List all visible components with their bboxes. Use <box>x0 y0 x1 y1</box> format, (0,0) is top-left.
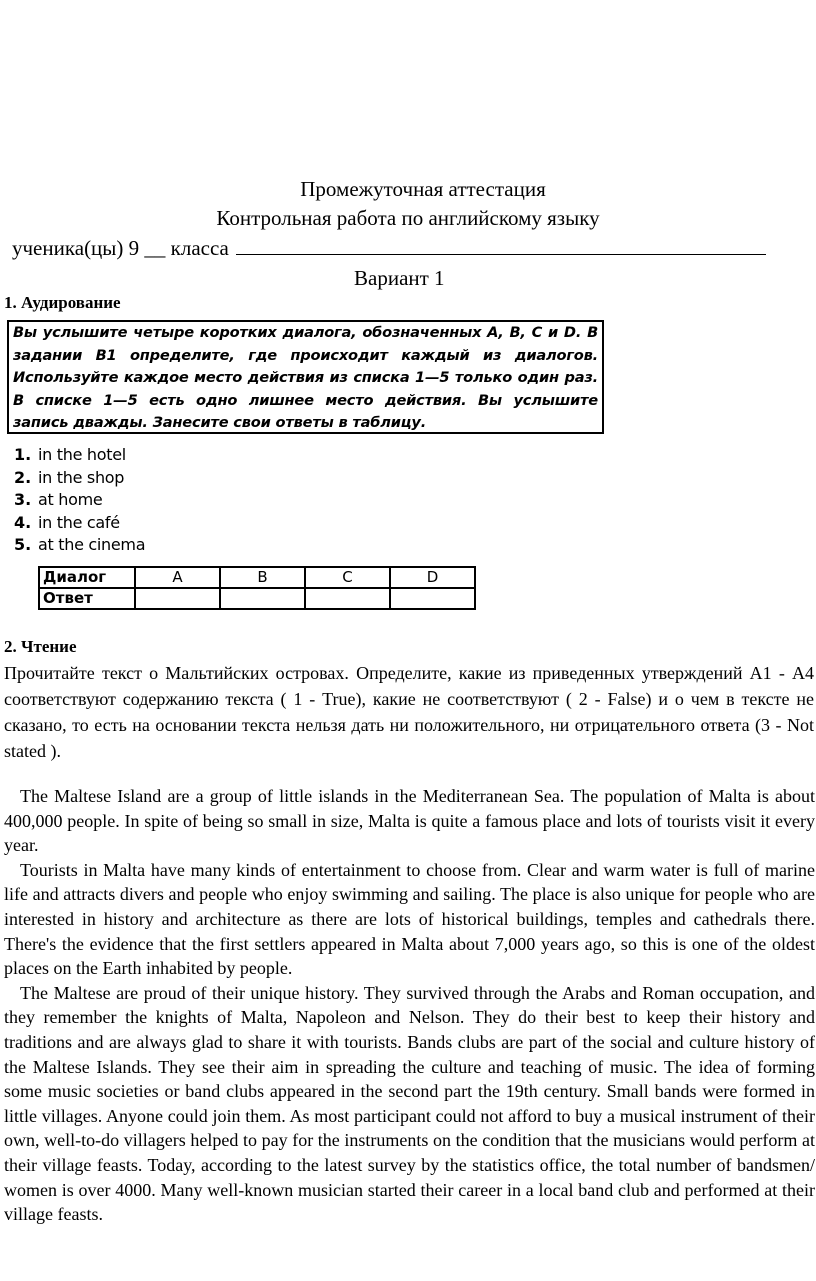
column-header-c: C <box>305 567 390 588</box>
place-number: 3. <box>14 490 32 510</box>
student-name-blank <box>236 236 766 255</box>
list-item <box>14 512 145 535</box>
reading-text <box>4 784 815 1227</box>
answer-cell-b[interactable] <box>220 588 305 609</box>
places-list <box>14 444 145 557</box>
place-text: in the café <box>38 512 120 532</box>
doc-subtitle: Контрольная работа по английскому языку <box>216 206 600 230</box>
column-header-b: B <box>220 567 305 588</box>
place-number: 5. <box>14 535 32 555</box>
section-heading-reading: 2. Чтение <box>4 637 77 656</box>
listening-task-box <box>7 320 604 434</box>
table-row-label-answer: Ответ <box>39 588 135 609</box>
column-header-a: A <box>135 567 220 588</box>
list-item <box>14 534 145 557</box>
place-number: 2. <box>14 467 32 487</box>
place-number: 1. <box>14 445 32 464</box>
section-heading-listening: 1. Аудирование <box>4 293 121 312</box>
student-line-label: ученика(цы) 9 __ класса <box>12 236 229 260</box>
answer-table <box>38 566 476 610</box>
table-row <box>39 567 475 588</box>
place-text: at home <box>38 490 103 510</box>
place-text: in the hotel <box>38 445 126 464</box>
place-text: in the shop <box>38 467 125 487</box>
place-number: 4. <box>14 512 32 532</box>
doc-title: Промежуточная аттестация <box>300 177 546 201</box>
answer-cell-d[interactable] <box>390 588 475 609</box>
reading-instruction: Прочитайте текст о Мальтийских островах. Определите, какие из приведенных утверждений А1 - А4 соответствуют содержанию текста ( 1 - True), какие не соответствуют ( 2 - False) и о чем в тексте не сказано, то есть на основании текста нельзя дать ни положительного, ни отрицательного ответа (3 - Not stated ). <box>4 663 814 761</box>
column-header-d: D <box>390 567 475 588</box>
paragraph: The Maltese are proud of their unique history. They survived through the Arabs and Roman occupation, and they remember the knights of Malta, Napoleon and Nelson. They do their best to keep their history and traditions and are always glad to share it with tourists. Bands clubs are part of the social and culture history of the Maltese Islands. They see their aim in spreading the culture and teaching of music. The idea of forming some music societies or band clubs appeared in the second part the 19th century. Small bands were formed in little villages. Anyone could join them. As most participant could not afford to buy a musical instrument of their own, well-to-do villagers helped to pay for the instruments on the condition that the musicians would perform at their village feasts. Today, according to the latest survey by the statistics office, the total number of bandsmen/ women is over 4000. Many well-known musician started their career in a local band club and performed at their village feasts. <box>4 982 815 1225</box>
paragraph: The Maltese Island are a group of little islands in the Mediterranean Sea. The population of Malta is about 400,000 people. In spite of being so small in size, Malta is quite a famous place and lots of tourists visit it every year. <box>4 786 815 856</box>
table-row <box>39 588 475 609</box>
list-item <box>14 489 145 512</box>
student-line <box>12 236 766 261</box>
list-item <box>14 467 145 490</box>
table-row-label-dialog: Диалог <box>39 567 135 588</box>
place-text: at the cinema <box>38 535 146 555</box>
variant-label: Вариант 1 <box>354 266 445 290</box>
list-item <box>14 444 145 467</box>
answer-cell-a[interactable] <box>135 588 220 609</box>
paragraph: Tourists in Malta have many kinds of entertainment to choose from. Clear and warm water is full of marine life and attracts divers and people who enjoy swimming and sailing. The place is also unique for people who are interested in history and architecture as there are lots of historical buildings, temples and cathedrals there. There's the evidence that the first settlers appeared in Malta about 7,000 years ago, so this is one of the oldest places on the Earth inhabited by people. <box>4 859 815 979</box>
listening-task-text: Вы услышите четыре коротких диалога, обозначенных А, В, С и D. В задании В1 определите, где происходит каждый из диалогов. Используйте каждое место действия из списка 1—5 только один раз. В списке 1—5 есть одно лишнее место действия. Вы услышите запись дважды. Занесите свои ответы в таблицу. <box>13 324 598 432</box>
answer-cell-c[interactable] <box>305 588 390 609</box>
